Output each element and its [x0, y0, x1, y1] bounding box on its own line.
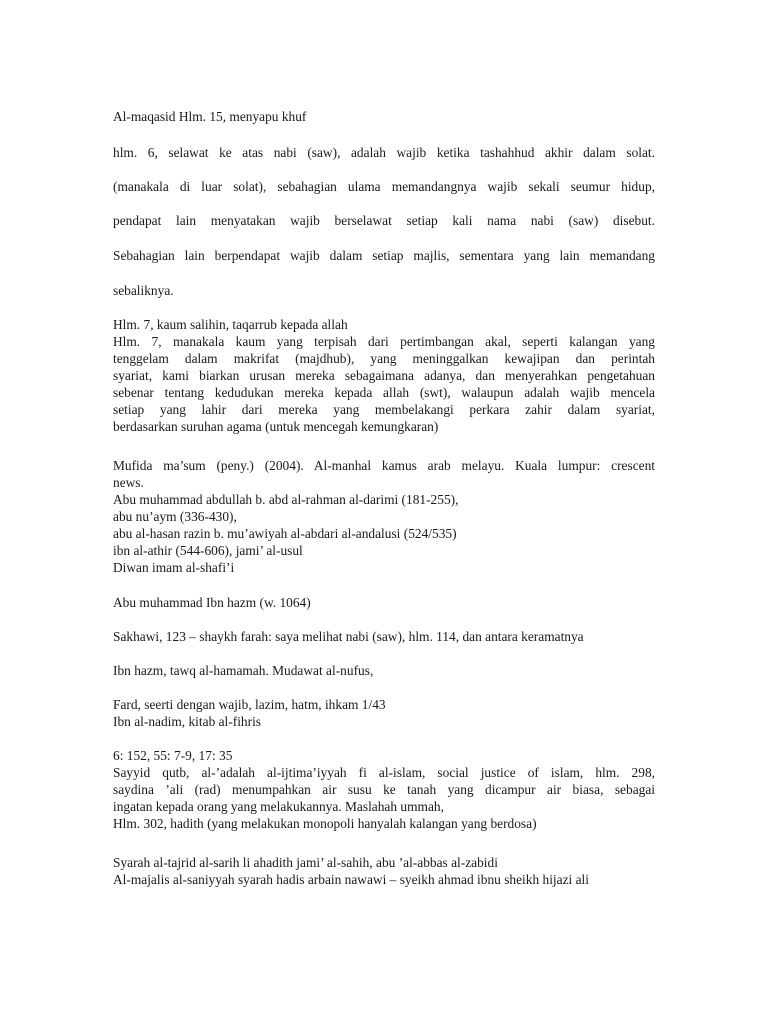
text-line: 6: 152, 55: 7-9, 17: 35 [113, 748, 233, 763]
text-line: Hlm. 7, kaum salihin, taqarrub kepada allah [113, 317, 348, 332]
text-line: Al-majalis al-saniyyah syarah hadis arbain nawawi – syeikh ahmad ibnu sheikh hijazi ali [113, 872, 589, 887]
text-line: Mufida ma’sum (peny.) (2004). Al-manhal kamus arab melayu. Kuala lumpur: crescent [113, 458, 655, 473]
text-line: sebaliknya. [113, 283, 174, 298]
text-line: Syarah al-tajrid al-sarih li ahadith jami’ al-sahih, abu ’al-abbas al-zabidi [113, 855, 498, 870]
text-line: (manakala di luar solat), sebahagian ulama memandangnya wajib sekali seumur hidup, [113, 179, 655, 194]
text-line: syariat, kami biarkan urusan mereka sebagaimana adanya, dan menyerahkan pengetahuan [113, 368, 655, 383]
text-line: setiap yang lahir dari mereka yang membelakangi perkara zahir dalam syariat, [113, 402, 655, 417]
paragraph-hlm7 [113, 316, 655, 435]
text-line: Hlm. 7, manakala kaum yang terpisah dari pertimbangan akal, seperti kalangan yang [113, 334, 655, 349]
text-line: Abu muhammad Ibn hazm (w. 1064) [113, 595, 311, 610]
text-line: tenggelam dalam makrifat (majdhub), yang meninggalkan kewajipan dan perintah [113, 351, 655, 366]
text-line: Sayyid qutb, al-’adalah al-ijtima’iyyah fi al-islam, social justice of islam, hlm. 298, [113, 765, 655, 780]
text-line: ibn al-athir (544-606), jami’ al-usul [113, 543, 303, 558]
text-line: sebenar tentang kedudukan mereka kepada allah (swt), walaupun adalah wajib mencela [113, 385, 655, 400]
text-line: Ibn hazm, tawq al-hamamah. Mudawat al-nufus, [113, 663, 374, 678]
text-line: saydina ’ali (rad) menumpahkan air susu ke tanah yang dicampur air biasa, sebagai [113, 782, 655, 797]
paragraph-sayyid-qutb [113, 747, 655, 832]
text-line: hlm. 6, selawat ke atas nabi (saw), adalah wajib ketika tashahhud akhir dalam solat. [113, 145, 655, 160]
text-line: Fard, seerti dengan wajib, lazim, hatm, ihkam 1/43 [113, 697, 386, 712]
text-line: Abu muhammad abdullah b. abd al-rahman al-darimi (181-255), [113, 492, 459, 507]
text-line: pendapat lain menyatakan wajib berselawat setiap kali nama nabi (saw) disebut. [113, 213, 655, 228]
text-line: Al-maqasid Hlm. 15, menyapu khuf [113, 109, 307, 124]
text-line: abu al-hasan razin b. mu’awiyah al-abdari al-andalusi (524/535) [113, 526, 457, 541]
text-line: Sebahagian lain berpendapat wajib dalam setiap majlis, sementara yang lain memandang [113, 248, 655, 263]
text-line: Ibn al-nadim, kitab al-fihris [113, 714, 261, 729]
paragraph-syarah [113, 854, 655, 888]
text-line: ingatan kepada orang yang melakukannya. Maslahah ummah, [113, 799, 444, 814]
text-line: abu nu’aym (336-430), [113, 509, 237, 524]
text-line: Sakhawi, 123 – shaykh farah: saya melihat nabi (saw), hlm. 114, dan antara keramatnya [113, 629, 584, 644]
paragraph-references [113, 457, 655, 576]
paragraph-fard [113, 696, 655, 730]
text-line: berdasarkan suruhan agama (untuk mencegah kemungkaran) [113, 419, 439, 434]
text-line: Diwan imam al-shafi’i [113, 560, 235, 575]
text-line: news. [113, 475, 144, 490]
text-line: Hlm. 302, hadith (yang melakukan monopoli hanyalah kalangan yang berdosa) [113, 816, 537, 831]
